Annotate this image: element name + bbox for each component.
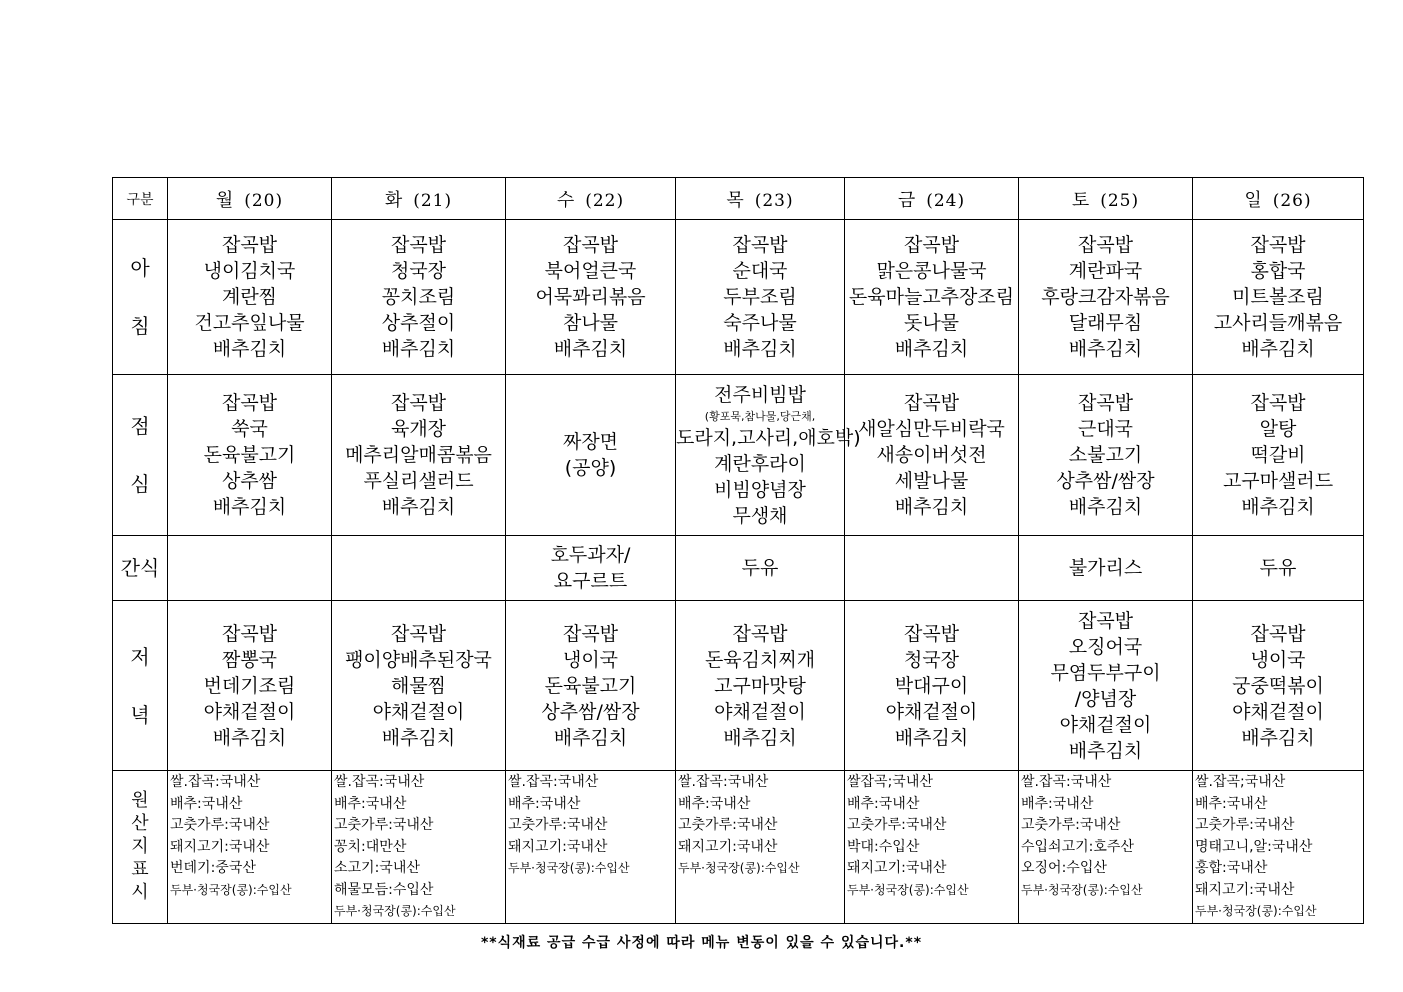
lunch-day-cell [168,375,332,536]
day-name: 수 [556,189,576,211]
dinner-day-cell [1193,601,1364,771]
menu-item: 상추쌈 [221,470,278,492]
menu-item: 고구마맛탕 [714,674,806,697]
menu-item: 북어얼큰국 [544,260,637,282]
menu-item: 배추김치 [723,338,797,360]
origin-line: 홍합:국내산 [1195,860,1268,876]
origin-day-cell [168,771,332,924]
menu-item: 번데기조림 [203,674,296,697]
meal-label-char: 녁 [130,702,150,727]
menu-item: 비빔양념장 [714,478,806,501]
origin-line: 돼지고기:국내산 [1195,881,1295,898]
menu-item: 배추김치 [381,496,456,518]
menu-item: 팽이양배추된장국 [345,648,492,671]
menu-item: 야채겉절이 [372,700,465,723]
origin-line: 고춧가루:국내산 [1021,817,1121,833]
menu-item: 맑은콩나물국 [876,260,987,282]
lunch-day-cell [506,375,676,536]
menu-item: 메추리알매콤볶음 [345,444,492,466]
origin-line: 배추:국내산 [847,795,920,812]
day-header [676,178,845,220]
breakfast-day-cell [168,220,332,375]
origin-line: 쌀.잡곡:국내산 [678,774,769,790]
dinner-day-cell [168,601,332,771]
menu-item: 잡곡밥 [732,234,788,256]
lunch-label-cell [113,375,168,536]
menu-item: 참나물 [562,312,619,334]
menu-item: 냉이국 [562,648,619,671]
origin-line: 고춧가루:국내산 [508,817,608,833]
menu-item: 짬뽕국 [221,648,278,671]
origin-line: 쌀.잡곡:국내산 [334,774,425,790]
meal-label-char: 아 [130,256,150,280]
day-header [168,178,332,220]
menu-item: 배추김치 [212,726,287,749]
origin-line: 배추:국내산 [1195,795,1268,812]
snack-label-cell [113,536,168,601]
lunch-day-cell [1019,375,1193,536]
menu-item: 소불고기 [1068,444,1143,466]
menu-item: 불가리스 [1068,557,1143,579]
menu-item: 잡곡밥 [1250,392,1306,414]
origin-line: 두부·청국장(콩):수입산 [678,861,800,875]
menu-item: 야채겉절이 [885,700,978,723]
day-date: (22) [585,190,625,211]
menu-item: 돈육불고기 [203,444,296,466]
menu-item: 오징어국 [1068,635,1143,658]
day-name: 금 [897,189,917,211]
menu-item: 세발나물 [894,470,969,492]
origin-line: 수입쇠고기:호주산 [1021,838,1134,855]
breakfast-day-cell [676,220,845,375]
menu-item: 꽁치조림 [381,286,456,308]
meal-label-char: 지 [131,836,149,858]
menu-item: 짜장면 [562,431,619,453]
menu-item: 계란파국 [1068,260,1143,282]
menu-item: 건고추잎나물 [194,312,305,334]
header-row [113,178,1364,220]
menu-item: 잡곡밥 [562,622,619,645]
menu-item: 요구르트 [553,570,628,592]
origin-line: 소고기:국내산 [334,860,420,876]
menu-item: 야채겉절이 [1232,700,1324,723]
menu-item: 잡곡밥 [1077,392,1134,414]
origin-line: 오징어:수입산 [1021,860,1107,876]
menu-item: 청국장 [903,648,960,671]
origin-line: 쌀.잡곡:국내산 [170,774,261,790]
menu-item: 잡곡밥 [903,234,960,256]
weekly-menu-table [112,177,1364,924]
origin-line: 두부·청국장(콩):수입산 [1195,904,1317,918]
menu-item: 잡곡밥 [221,234,278,256]
day-header [332,178,506,220]
menu-item: 냉이김치국 [203,260,296,282]
menu-item: 순대국 [732,260,788,282]
header-label: 구분 [113,178,168,220]
menu-item: 홍합국 [1250,260,1306,282]
menu-item: 근대국 [1077,418,1134,440]
lunch-day-cell [845,375,1019,536]
origin-line: 배추:국내산 [678,795,751,812]
day-header [1193,178,1364,220]
menu-item: 호두과자/ [550,544,631,566]
menu-item: 돗나물 [903,312,960,334]
menu-item: 돈육불고기 [544,674,637,697]
menu-item: 잡곡밥 [1077,234,1134,256]
origin-line: 고춧가루:국내산 [334,817,434,833]
origin-day-cell [332,771,506,924]
origin-line: 박대:수입산 [847,838,920,855]
menu-item: 잡곡밥 [562,234,619,256]
origin-day-cell [845,771,1019,924]
origin-line: 돼지고기:국내산 [678,838,778,855]
menu-item: 배추김치 [1068,338,1143,360]
dinner-day-cell [676,601,845,771]
day-header [1019,178,1193,220]
menu-item: 잡곡밥 [1250,234,1306,256]
menu-item: 배추김치 [723,726,797,749]
meal-label-char: 점 [130,414,150,438]
meal-label-char: 원 [131,790,149,812]
menu-item: 야채겉절이 [203,700,296,723]
menu-item: 해물찜 [390,674,447,697]
breakfast-day-cell [506,220,676,375]
menu-item: 쑥국 [231,418,268,440]
origin-line: 배추:국내산 [1021,795,1094,812]
menu-item: 계란찜 [221,286,278,308]
menu-item: 배추김치 [894,338,969,360]
menu-item: 잡곡밥 [390,622,447,645]
meal-label-char: 시 [131,882,149,904]
menu-item: 배추김치 [1241,338,1315,360]
snack-day-cell [676,536,845,601]
dinner-day-cell [332,601,506,771]
menu-item: 배추김치 [553,338,628,360]
menu-item: 어묵꽈리볶음 [535,286,646,308]
snack-day-cell [332,536,506,601]
origin-line: 꽁치:대만산 [334,838,407,855]
snack-day-cell [506,536,676,601]
lunch-day-cell [1193,375,1364,536]
menu-item: 고구마샐러드 [1222,470,1334,492]
day-name: 목 [726,189,745,211]
menu-item: 잡곡밥 [1250,622,1306,645]
menu-item: 배추김치 [1068,496,1143,518]
menu-item: 야채겉절이 [1059,713,1152,736]
origin-line: 두부·청국장(콩):수입산 [1021,882,1143,897]
breakfast-day-cell [845,220,1019,375]
menu-item: 푸실리샐러드 [363,470,474,492]
day-header [845,178,1019,220]
lunch-day-cell [332,375,506,536]
day-header [506,178,676,220]
origin-line: 배추:국내산 [170,795,243,812]
menu-item: 잡곡밥 [221,392,278,414]
menu-item: 잡곡밥 [732,622,788,645]
dinner-label-cell [113,601,168,771]
day-date: (26) [1272,190,1312,211]
origin-line: 쌀.잡곡:국내산 [1021,774,1112,790]
menu-item: 배추김치 [894,726,969,749]
menu-item: 전주비빔밥 [714,383,806,406]
origin-line: 두부·청국장(콩):수입산 [334,904,456,918]
menu-item: 상추쌈/쌈장 [1056,470,1155,492]
menu-item: 무염두부구이 [1050,661,1161,684]
breakfast-day-cell [1019,220,1193,375]
menu-item: 잡곡밥 [903,622,960,645]
origin-line: 쌀잡곡;국내산 [847,774,933,790]
menu-item: (공양) [564,457,617,479]
origin-day-cell [1193,771,1364,924]
menu-item: 육개장 [390,418,447,440]
day-date: (23) [754,190,794,211]
menu-item: 후랑크감자볶음 [1041,286,1170,308]
day-name: 화 [384,189,404,211]
menu-item: 새알심만두비락국 [858,418,1005,440]
menu-item: 배추김치 [553,726,628,749]
menu-item: 배추김치 [1241,496,1315,518]
day-date: (21) [413,190,453,211]
menu-item: 잡곡밥 [221,622,278,645]
menu-item: 새송이버섯전 [876,444,987,466]
menu-item: 배추김치 [1241,726,1315,749]
origin-line: 고춧가루:국내산 [170,817,270,833]
meal-label-char: 산 [131,813,149,835]
snack-row [113,536,1364,601]
menu-item: 잡곡밥 [390,392,447,414]
menu-item: 계란후라이 [714,452,806,475]
origin-day-cell [506,771,676,924]
origin-day-cell [676,771,845,924]
menu-item: 고사리들깨볶음 [1213,312,1343,334]
menu-item: 배추김치 [212,338,287,360]
origin-label-cell [113,771,168,924]
origin-line: 명태고니,알:국내산 [1195,838,1313,855]
day-name: 토 [1071,189,1091,211]
day-date: (25) [1100,190,1140,211]
menu-item: 두유 [1259,557,1297,579]
meal-label-char: 저 [130,644,150,669]
menu-item: 배추김치 [381,338,456,360]
breakfast-label-cell [113,220,168,375]
origin-line: 쌀.잡곡:국내산 [508,774,599,790]
menu-item: 잡곡밥 [390,234,447,256]
dinner-day-cell [845,601,1019,771]
menu-item: 청국장 [390,260,447,282]
menu-item: 알탕 [1259,418,1297,440]
menu-item: (황포묵,참나물,당근채, [704,409,816,423]
origin-line: 두부·청국장(콩):수입산 [508,861,630,875]
menu-item: 배추김치 [1068,739,1143,762]
origin-line: 해물모듬:수입산 [334,881,434,898]
menu-item: 상추쌈/쌈장 [541,700,640,723]
day-date: (24) [926,190,966,211]
dinner-row [113,601,1364,771]
origin-line: 두부·청국장(콩):수입산 [170,882,292,897]
origin-line: 쌀.잡곡;국내산 [1195,774,1286,790]
snack-day-cell [845,536,1019,601]
snack-day-cell [1019,536,1193,601]
menu-item: 두부조림 [723,286,797,308]
menu-item: 냉이국 [1250,648,1306,671]
menu-item: 잡곡밥 [1077,609,1134,632]
meal-label-char: 표 [131,859,149,881]
menu-item: 돈육김치찌개 [704,648,816,671]
origin-line: 돼지고기:국내산 [170,838,270,855]
day-date: (20) [244,190,284,211]
menu-item: 떡갈비 [1250,444,1306,466]
dinner-day-cell [1019,601,1193,771]
menu-item: 궁중떡볶이 [1232,674,1324,697]
breakfast-day-cell [332,220,506,375]
meal-label-char: 심 [130,472,150,496]
dinner-day-cell [506,601,676,771]
origin-line: 고춧가루:국내산 [678,817,778,833]
menu-item: 박대구이 [894,674,969,697]
menu-item: 배추김치 [894,496,969,518]
menu-item: 야채겉절이 [714,700,806,723]
menu-item: 배추김치 [212,496,287,518]
menu-item: 미트볼조림 [1232,286,1324,308]
origin-line: 돼지고기:국내산 [508,838,608,855]
menu-change-notice: **식재료 공급 수급 사정에 따라 메뉴 변동이 있을 수 있습니다.** [480,935,923,951]
snack-day-cell [168,536,332,601]
origin-line: 고춧가루:국내산 [1195,817,1295,833]
menu-item: 두유 [741,557,779,579]
origin-line: 배추:국내산 [334,795,407,812]
breakfast-day-cell [1193,220,1364,375]
origin-day-cell [1019,771,1193,924]
menu-item: 도라지,고사리,애호박) [676,426,861,449]
menu-item: /양념장 [1074,687,1137,710]
day-name: 월 [215,189,235,211]
origin-line: 고춧가루:국내산 [847,817,947,833]
breakfast-row [113,220,1364,375]
menu-item: 상추절이 [381,312,456,334]
origin-row [113,771,1364,924]
menu-item: 숙주나물 [723,312,797,334]
menu-item: 달래무침 [1068,312,1143,334]
meal-label: 간식 [120,556,160,580]
origin-line: 두부·청국장(콩):수입산 [847,882,969,897]
menu-item: 잡곡밥 [903,392,960,414]
day-name: 일 [1244,189,1263,211]
menu-item: 돈육마늘고추장조림 [848,286,1015,308]
snack-day-cell [1193,536,1364,601]
menu-item: 배추김치 [381,726,456,749]
origin-line: 배추:국내산 [508,795,581,812]
origin-line: 돼지고기:국내산 [847,860,947,876]
meal-label-char: 침 [130,314,150,338]
menu-item: 무생채 [732,504,788,527]
origin-line: 번데기:중국산 [170,860,256,876]
lunch-day-cell [676,375,861,536]
lunch-row [113,375,1364,536]
